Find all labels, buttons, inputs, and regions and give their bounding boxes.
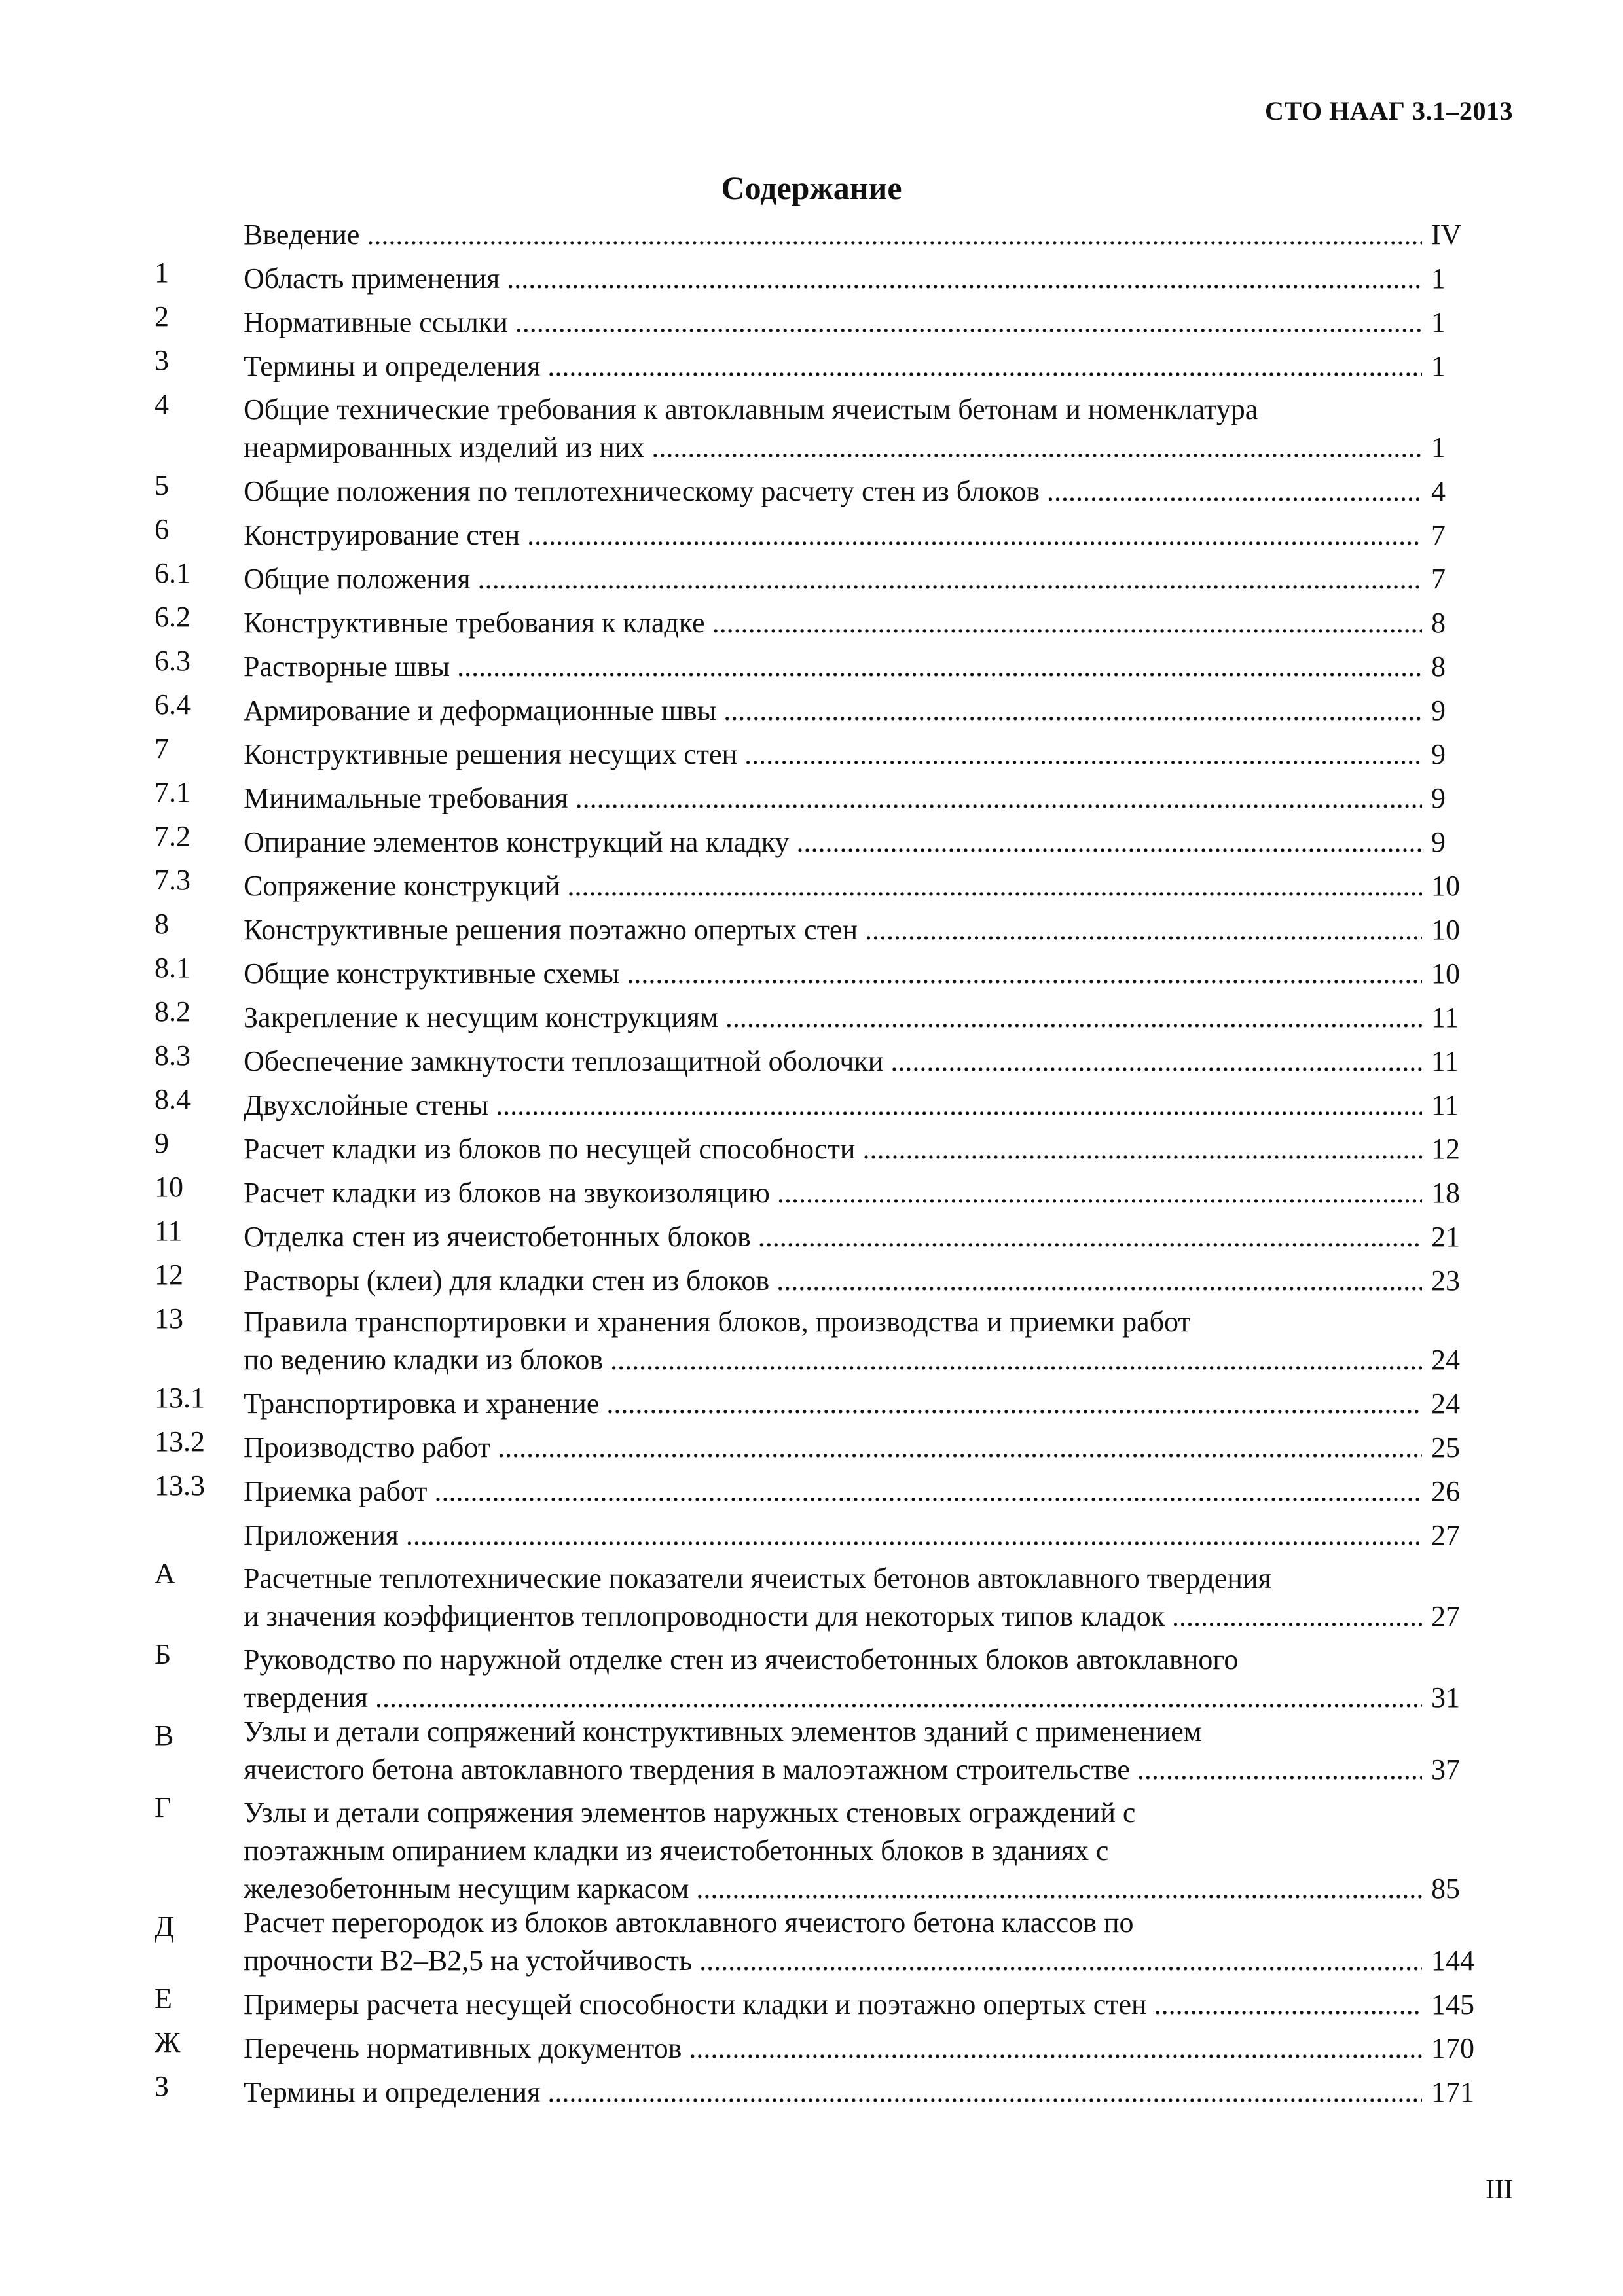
document-code: СТО НААГ 3.1–2013 [1265, 96, 1513, 126]
toc-entry-page: 7 [1431, 563, 1446, 595]
toc-entry-title [244, 648, 1429, 686]
toc-entry-title-line: по ведению кладки из блоков ..... [244, 1341, 1422, 1379]
toc-entry-title-line: Производство работ ..... [244, 1429, 1422, 1467]
toc-entry-title-line: Приемка работ ..... [244, 1473, 1422, 1511]
toc-entry-title-line: Обеспечение замкнутости теплозащитной оболочки ..... [244, 1043, 1422, 1081]
toc-entry-number: 7 [155, 732, 169, 764]
toc-entry-page: 1 [1431, 262, 1446, 295]
toc-entry-number: 3 [155, 344, 169, 376]
toc-entry-title [244, 260, 1429, 298]
toc-entry-title-line: Термины и определения ..... [244, 348, 1422, 386]
table-of-contents [155, 211, 1503, 2111]
toc-entry-title [244, 216, 1429, 254]
toc-entry-title-line: Растворные швы ..... [244, 648, 1422, 686]
toc-entry-title [244, 1303, 1429, 1379]
toc-entry [155, 730, 1503, 774]
toc-entry-title-line: Конструктивные решения поэтажно опертых стен ..... [244, 911, 1422, 949]
toc-entry-title-line: Расчетные теплотехнические показатели ячеистых бетонов автоклавного твердения [244, 1562, 1271, 1594]
toc-entry-page: 171 [1431, 2076, 1474, 2108]
toc-entry [155, 1789, 1503, 1908]
toc-entry-page: 85 [1431, 1873, 1460, 1905]
toc-entry-title-line: Конструктивные решения несущих стен ..... [244, 736, 1422, 774]
toc-entry-number: 10 [155, 1171, 183, 1203]
toc-entry-title-line: Расчет перегородок из блоков автоклавного ячеистого бетона классов по [244, 1907, 1134, 1939]
toc-entry-title-line: прочности В2–В2,5 на устойчивость ..... [244, 1942, 1422, 1980]
toc-entry-title-line: Минимальные требования ..... [244, 780, 1422, 817]
toc-entry-number: 1 [155, 257, 169, 289]
toc-entry [155, 993, 1503, 1037]
toc-entry-number: В [155, 1719, 174, 1751]
toc-entry-page: 10 [1431, 870, 1460, 902]
toc-entry-title [244, 736, 1429, 774]
toc-entry-title [244, 348, 1429, 386]
toc-entry-title [244, 1516, 1429, 1554]
toc-entry-number: 6.1 [155, 557, 191, 589]
toc-entry [155, 211, 1503, 254]
toc-entry-number: 4 [155, 388, 169, 420]
toc-entry [155, 1037, 1503, 1081]
toc-entry-number: Д [155, 1910, 175, 1943]
toc-entry [155, 554, 1503, 598]
toc-entry-page: 1 [1431, 306, 1446, 338]
toc-entry-page: 21 [1431, 1221, 1460, 1253]
toc-entry-page: 24 [1431, 1344, 1460, 1376]
toc-entry-title-line: Перечень нормативных документов ..... [244, 2030, 1422, 2068]
toc-entry-title [244, 1794, 1429, 1908]
toc-entry-number: 13.2 [155, 1426, 205, 1458]
toc-entry [155, 774, 1503, 817]
toc-entry-title-line: Общие положения ..... [244, 560, 1422, 598]
toc-entry-number: 7.2 [155, 820, 191, 852]
toc-entry-number: 5 [155, 469, 169, 501]
page-number: III [1486, 2175, 1513, 2205]
toc-entry-title [244, 1130, 1429, 1168]
toc-entry [155, 1636, 1503, 1717]
toc-entry-number: Е [155, 1982, 172, 2015]
toc-entry-title-line: Узлы и детали сопряжения элементов наружных стеновых ограждений с [244, 1797, 1136, 1829]
toc-entry-number: З [155, 2070, 170, 2102]
toc-entry [155, 1717, 1503, 1789]
toc-entry-number: 13.1 [155, 1382, 205, 1414]
toc-entry [155, 1423, 1503, 1467]
toc-entry-number: 7.1 [155, 776, 191, 808]
toc-entry-title [244, 1385, 1429, 1423]
toc-entry-title-line: Общие положения по теплотехническому расчету стен из блоков ..... [244, 473, 1422, 511]
toc-entry-page: 11 [1431, 1001, 1459, 1033]
toc-entry [155, 298, 1503, 342]
toc-entry-title-line: Правила транспортировки и хранения блоков, производства и приемки работ [244, 1306, 1191, 1338]
toc-entry-page: 9 [1431, 826, 1446, 858]
toc-entry-title-line: твердения ..... [244, 1679, 1422, 1717]
toc-entry-title [244, 1713, 1429, 1789]
toc-entry-title [244, 1429, 1429, 1467]
toc-entry-title [244, 560, 1429, 598]
toc-entry [155, 905, 1503, 949]
toc-entry [155, 598, 1503, 642]
toc-entry-page: 8 [1431, 651, 1446, 683]
toc-entry-page: 37 [1431, 1753, 1460, 1785]
toc-entry-title-line: Опирание элементов конструкций на кладку ..... [244, 823, 1422, 861]
toc-entry-number: 8.1 [155, 952, 191, 984]
toc-entry-number: 7.3 [155, 864, 191, 896]
toc-entry-title-line: Армирование и деформационные швы ..... [244, 692, 1422, 730]
toc-entry-page: 4 [1431, 475, 1446, 507]
toc-entry [155, 1511, 1503, 1554]
toc-entry-title-line: Введение ..... [244, 216, 1422, 254]
toc-entry-title-line: Расчет кладки из блоков на звукоизоляцию ..... [244, 1174, 1422, 1212]
toc-entry-page: 23 [1431, 1265, 1460, 1297]
toc-entry-title-line: Расчет кладки из блоков по несущей способности ..... [244, 1130, 1422, 1168]
toc-entry-title [244, 1043, 1429, 1081]
toc-entry-number: 2 [155, 300, 169, 332]
toc-entry [155, 2068, 1503, 2111]
page-title: Содержание [721, 170, 902, 206]
toc-entry-title [244, 955, 1429, 993]
toc-entry-title [244, 1218, 1429, 1256]
toc-entry-page: 144 [1431, 1945, 1474, 1977]
toc-entry [155, 817, 1503, 861]
toc-entry-page: 8 [1431, 607, 1446, 639]
toc-entry-page: 26 [1431, 1475, 1460, 1507]
toc-entry-number: 12 [155, 1259, 183, 1291]
toc-entry [155, 1168, 1503, 1212]
toc-entry-title [244, 2073, 1429, 2111]
toc-entry-title-line: Конструктивные требования к кладке ..... [244, 604, 1422, 642]
toc-entry [155, 1980, 1503, 2024]
toc-entry-title [244, 780, 1429, 817]
toc-entry-page: 9 [1431, 738, 1446, 770]
toc-entry-title-line: и значения коэффициентов теплопроводности для некоторых типов кладок ..... [244, 1598, 1422, 1636]
toc-entry-page: 24 [1431, 1388, 1460, 1420]
toc-entry-title-line: Термины и определения ..... [244, 2073, 1422, 2111]
toc-entry-title-line: Растворы (клеи) для кладки стен из блоков ..... [244, 1262, 1422, 1300]
toc-entry-title [244, 391, 1429, 467]
toc-entry-page: 31 [1431, 1681, 1460, 1713]
toc-entry-title-line: железобетонным несущим каркасом ..... [244, 1870, 1422, 1908]
toc-entry-page: 11 [1431, 1089, 1459, 1121]
toc-entry-title-line: ячеистого бетона автоклавного твердения в малоэтажном строительстве ..... [244, 1751, 1422, 1789]
toc-entry-number: 6.3 [155, 645, 191, 677]
toc-entry [155, 1554, 1503, 1636]
toc-entry [155, 1300, 1503, 1379]
toc-entry-title-line: поэтажным опиранием кладки из ячеистобетонных блоков в зданиях с [244, 1835, 1109, 1867]
toc-entry-page: 25 [1431, 1431, 1460, 1463]
toc-entry-title-line: Закрепление к несущим конструкциям ..... [244, 999, 1422, 1037]
toc-entry-title [244, 1904, 1429, 1980]
toc-entry-title [244, 304, 1429, 342]
toc-entry-title [244, 604, 1429, 642]
toc-entry-title [244, 1086, 1429, 1124]
toc-entry-title [244, 1986, 1429, 2024]
toc-entry-title-line: Руководство по наружной отделке стен из ячеистобетонных блоков автоклавного [244, 1643, 1239, 1676]
toc-entry-page: 9 [1431, 782, 1446, 814]
toc-entry [155, 254, 1503, 298]
toc-entry-number: Г [155, 1791, 172, 1823]
toc-entry-title-line: Приложения ..... [244, 1516, 1422, 1554]
toc-entry-page: 9 [1431, 694, 1446, 726]
toc-entry-number: 8 [155, 908, 169, 940]
toc-entry-title-line: Область применения ..... [244, 260, 1422, 298]
toc-entry-page: 145 [1431, 1988, 1474, 2020]
toc-entry-number: 13 [155, 1302, 183, 1335]
toc-entry-number: 8.2 [155, 996, 191, 1028]
toc-entry-page: 10 [1431, 958, 1460, 990]
toc-entry-page: 170 [1431, 2032, 1474, 2064]
toc-entry-page: 27 [1431, 1519, 1460, 1551]
toc-entry-title-line: Общие конструктивные схемы ..... [244, 955, 1422, 993]
toc-entry-number: 6 [155, 513, 169, 545]
toc-entry-number: 9 [155, 1127, 169, 1159]
toc-entry [155, 861, 1503, 905]
toc-entry-page: 18 [1431, 1177, 1460, 1209]
toc-entry-title [244, 473, 1429, 511]
toc-entry [155, 342, 1503, 386]
toc-entry-number: 6.4 [155, 689, 191, 721]
toc-entry [155, 511, 1503, 554]
toc-entry-number: 8.3 [155, 1039, 191, 1071]
toc-entry [155, 1379, 1503, 1423]
toc-entry [155, 1256, 1503, 1300]
toc-entry-title [244, 999, 1429, 1037]
toc-entry-title [244, 867, 1429, 905]
toc-entry-title [244, 2030, 1429, 2068]
toc-entry-page: 10 [1431, 914, 1460, 946]
toc-entry [155, 386, 1503, 467]
toc-entry-page: 12 [1431, 1133, 1460, 1165]
toc-entry-page: 7 [1431, 519, 1446, 551]
toc-entry [155, 467, 1503, 511]
toc-entry-title [244, 911, 1429, 949]
toc-entry-title-line: Транспортировка и хранение ..... [244, 1385, 1422, 1423]
toc-entry-title-line: Узлы и детали сопряжений конструктивных элементов зданий с применением [244, 1715, 1202, 1748]
toc-entry [155, 1212, 1503, 1256]
toc-entry [155, 1081, 1503, 1124]
toc-entry-title [244, 692, 1429, 730]
toc-entry [155, 1908, 1503, 1980]
toc-entry [155, 2024, 1503, 2068]
toc-entry-title-line: Общие технические требования к автоклавным ячеистым бетонам и номенклатура [244, 393, 1258, 425]
toc-entry [155, 1467, 1503, 1511]
toc-entry-number: Б [155, 1638, 172, 1670]
toc-entry-title-line: Примеры расчета несущей способности кладки и поэтажно опертых стен ..... [244, 1986, 1422, 2024]
toc-entry-title [244, 823, 1429, 861]
toc-entry-title-line: Нормативные ссылки ..... [244, 304, 1422, 342]
toc-entry [155, 686, 1503, 730]
toc-entry-number: А [155, 1557, 175, 1589]
toc-entry-title [244, 1560, 1429, 1636]
toc-entry-page: 1 [1431, 350, 1446, 382]
toc-entry-number: 11 [155, 1215, 183, 1247]
toc-entry-number: 6.2 [155, 601, 191, 633]
toc-entry-title [244, 1641, 1429, 1717]
toc-entry-title [244, 1473, 1429, 1511]
toc-entry-title [244, 1262, 1429, 1300]
toc-entry-number: Ж [155, 2026, 181, 2058]
toc-entry-title [244, 1174, 1429, 1212]
toc-entry-page: 27 [1431, 1600, 1460, 1632]
toc-entry-page: IV [1431, 219, 1462, 251]
toc-entry [155, 949, 1503, 993]
toc-entry-number: 8.4 [155, 1083, 191, 1115]
toc-entry-title-line: Сопряжение конструкций ..... [244, 867, 1422, 905]
toc-entry-title-line: Конструирование стен ..... [244, 516, 1422, 554]
toc-entry [155, 1124, 1503, 1168]
toc-entry-title-line: Отделка стен из ячеистобетонных блоков ..... [244, 1218, 1422, 1256]
toc-entry-title [244, 516, 1429, 554]
toc-entry-page: 11 [1431, 1045, 1459, 1077]
toc-entry-page: 1 [1431, 431, 1446, 463]
toc-entry [155, 642, 1503, 686]
toc-entry-title-line: Двухслойные стены ..... [244, 1086, 1422, 1124]
toc-entry-number: 13.3 [155, 1469, 205, 1501]
toc-entry-title-line: неармированных изделий из них ..... [244, 429, 1422, 467]
